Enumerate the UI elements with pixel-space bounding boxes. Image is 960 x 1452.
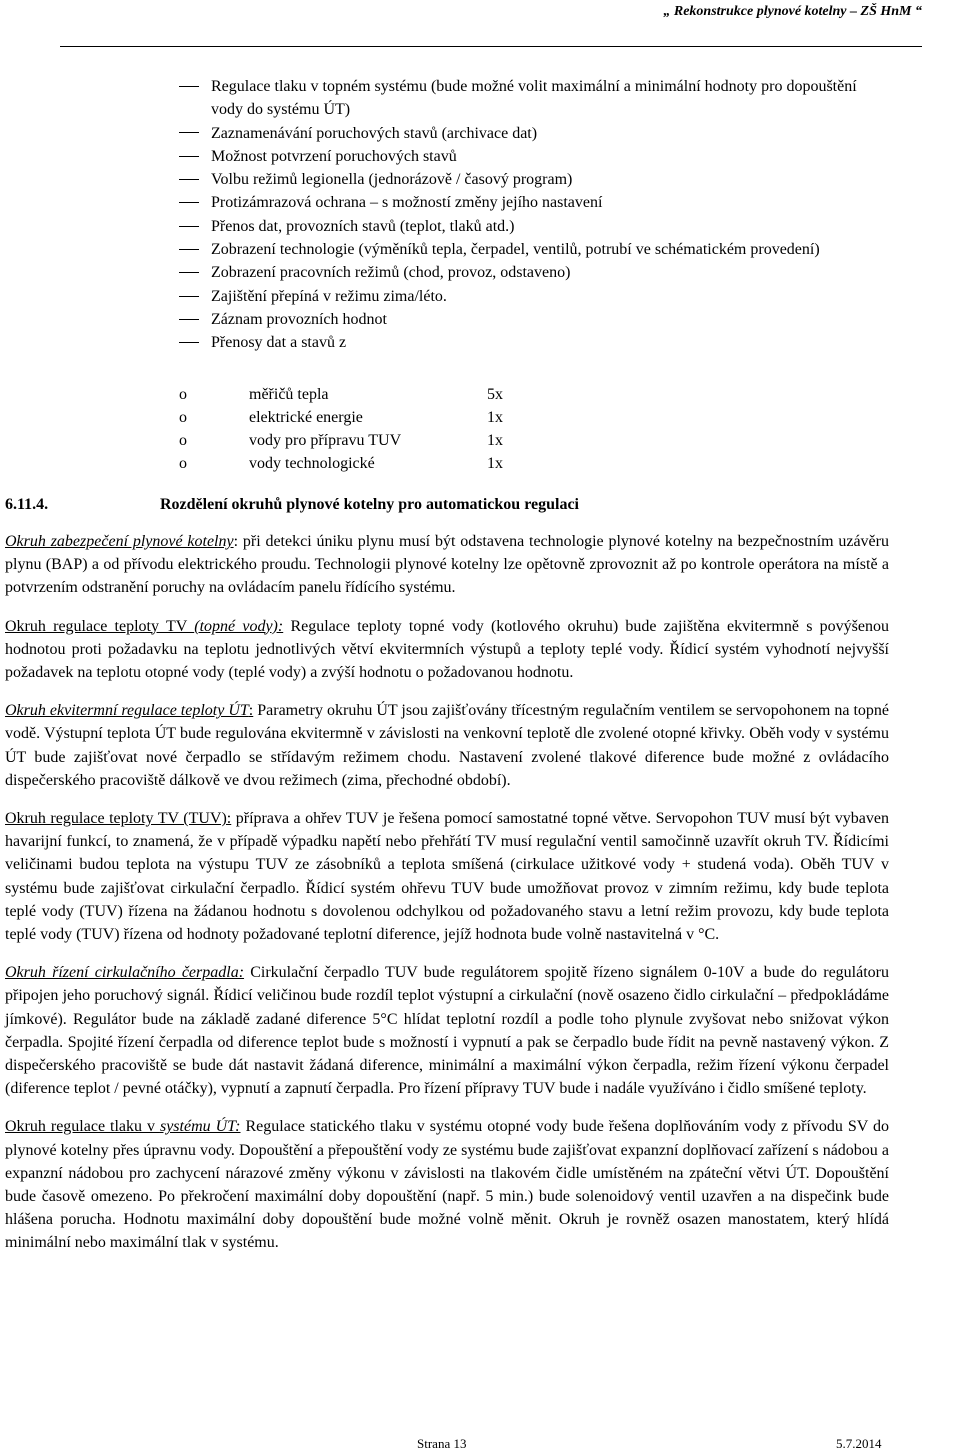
dash-item: Zaznamenávání poruchových stavů (archivace dat): [179, 122, 889, 145]
dash-item: Záznam provozních hodnot: [179, 308, 889, 331]
circuit-paragraphs: [5, 530, 889, 1270]
dash-bullet-icon: [179, 191, 199, 214]
meter-sub-list: [179, 383, 599, 475]
dash-item: Zajištění přepíná v režimu zima/léto.: [179, 285, 889, 308]
page-header-title: „ Rekonstrukce plynové kotelny – ZŠ HnM “: [663, 4, 922, 19]
sub-item-count: 5x: [487, 386, 503, 403]
circle-bullet-icon: o: [179, 409, 187, 426]
dash-item: Zobrazení technologie (výměníků tepla, čerpadel, ventilů, potrubí ve schématickém provedení): [179, 238, 889, 261]
paragraph-lead: Okruh regulace teploty TV (TUV):: [5, 810, 232, 828]
dash-item: Přenosy dat a stavů z: [179, 331, 889, 354]
sub-list-item: [179, 406, 599, 429]
paragraph: [5, 961, 889, 1100]
dash-bullet-icon: [179, 285, 199, 308]
paragraph: Okruh ekvitermní regulace teploty ÚT: Parametry okruhu ÚT jsou zajišťovány třícestným regulačním ventilem se servopohonem na topné vodě. Výstupní teplota ÚT bude regulována ekvitermně v závislosti na venkovní teplotě dle zvolené otopné křivky. Oběh vody v systému ÚT bude zajišťovat nové čerpadlo se střídavým režimem chodu. Nastavení zvolené tlakové diference bude možné z ovládacího dispečerského pracoviště dálkově ve dvou režimech (zima, přechodné období).: [5, 702, 890, 789]
section-number: 6.11.4.: [5, 496, 49, 513]
paragraph: [5, 530, 889, 600]
paragraph: Okruh regulace tlaku v systému ÚT: Regulace statického tlaku v systému otopné vody bude řešena doplňováním vody z přívodu SV do plynové kotelny přes úpravnu vody. Dopouštění a přepouštění vody ze systému bude zajišťovat expanzní doplňovací zařízení s nádobou a expanzní nádobou pro zachycení nárazové změny výkonu v závislosti na tlakovém čidle umístěném na zpáteční větvi ÚT. Dopouštění bude časově omezeno. Po překročení maximální doby dopouštění (např. 5 min.) bude solenoidový ventil uzavřen a na dispečink bude hlášena porucha. Hodnotu maximální doby dopouštění bude možné volně měnit. Okruh je rovněž osazen manostatem, který hlídá minimální nebo maximální tlak v systému.: [5, 1118, 889, 1252]
sub-item-count: 1x: [487, 455, 503, 472]
paragraph-lead: Okruh regulace teploty TV: [5, 617, 195, 635]
footer-page-number: Strana 13: [417, 1436, 467, 1451]
feature-dash-list: [179, 75, 889, 355]
circle-bullet-icon: o: [179, 432, 187, 449]
section-heading: [5, 496, 579, 514]
paragraph-lead: Okruh zabezpečení plynové kotelny: [5, 533, 234, 550]
circle-bullet-icon: o: [179, 455, 187, 472]
header-rule: [60, 46, 922, 47]
dash-bullet-icon: [179, 261, 199, 284]
paragraph-lead: Okruh řízení cirkulačního čerpadla:: [5, 964, 245, 982]
paragraph-body: : při detekci úniku plynu musí být odstavena technologie plynové kotelny na bezpečnostním uzávěru plynu (BAP) a od přívodu elektrického proudu. Technologii plynové kotelny lze opětovně zprovoznit až po kontrole operátora na místě a potvrzením odstranění poruchy na ovládacím panelu řídícího systému.: [5, 533, 889, 597]
sub-item-label: elektrické energie: [249, 409, 363, 426]
paragraph: [5, 807, 889, 946]
circle-bullet-icon: o: [179, 386, 187, 403]
sub-item-count: 1x: [487, 409, 503, 426]
paragraph-body: Parametry okruhu ÚT jsou zajišťovány třícestným regulačním ventilem se servopohonem na topné vodě. Výstupní teplota ÚT bude regulována ekvitermně v závislosti na venkovní teplotě dle zvolené otopné křivky. Oběh vody v systému ÚT bude zajišťovat nové čerpadlo se střídavým režimem chodu. Nastavení zvolené tlakové diference bude možné z ovládacího dispečerského pracoviště dálkově ve dvou režimech (zima, přechodné období).: [5, 702, 890, 789]
sub-list-item: [179, 452, 599, 475]
dash-bullet-icon: [179, 168, 199, 191]
paragraph-lead: Okruh ekvitermní regulace teploty ÚT: [5, 702, 249, 720]
dash-bullet-icon: [179, 238, 199, 261]
dash-item: Možnost potvrzení poruchových stavů: [179, 145, 889, 168]
dash-bullet-icon: [179, 145, 199, 168]
sub-item-label: měřičů tepla: [249, 386, 329, 403]
dash-item: Zobrazení pracovních režimů (chod, provoz, odstaveno): [179, 261, 889, 284]
section-title: Rozdělení okruhů plynové kotelny pro automatickou regulaci: [160, 496, 579, 513]
paragraph: Okruh regulace teploty TV (topné vody): Regulace teploty topné vody (kotlového okruhu) bude zajištěna ekvitermně s povýšenou hodnotou proti požadavku na teplotu jednotlivých větví ekvitermních výstupů a teploty teplé vody. Řídicí systém vyhodnotí nejvyšší požadavek na teplotu otopné vody (teplé vody) a zvýší hodnotu o požadovanou hodnotu.: [5, 617, 890, 682]
dash-bullet-icon: [179, 308, 199, 331]
sub-list-item: [179, 383, 599, 406]
dash-bullet-icon: [179, 331, 199, 354]
dash-bullet-icon: [179, 122, 199, 145]
paragraph-body: Regulace teploty topné vody (kotlového okruhu) bude zajištěna ekvitermně s povýšenou hodnotou proti požadavku na teplotu jednotlivých větví ekvitermních výstupů a teploty teplé vody. Řídicí systém vyhodnotí nejvyšší požadavek na teplotu otopné vody (teplé vody) a zvýší hodnotu o požadovanou hodnotu.: [5, 617, 890, 682]
sub-item-label: vody technologické: [249, 455, 375, 472]
sub-list-item: [179, 429, 599, 452]
paragraph-body: Regulace statického tlaku v systému otopné vody bude řešena doplňováním vody z přívodu SV do plynové kotelny přes úpravnu vody. Dopouštění a přepouštění vody ze systému bude zajišťovat expanzní doplňovací zařízení s nádobou a expanzní nádobou pro zachycení nárazové změny výkonu v závislosti na tlakovém čidle umístěném na zpáteční větvi ÚT. Dopouštění bude časově omezeno. Po překročení maximální doby dopouštění (např. 5 min.) bude solenoidový ventil uzavřen a na dispečink bude hlášena porucha. Hodnotu maximální doby dopouštění bude možné volně měnit. Okruh je rovněž osazen manostatem, který hlídá minimální nebo maximální tlak v systému.: [5, 1118, 889, 1252]
dash-bullet-icon: [179, 75, 199, 98]
footer-date: 5.7.2014: [836, 1436, 882, 1451]
sub-item-count: 1x: [487, 432, 503, 449]
dash-item: Přenos dat, provozních stavů (teplot, tlaků atd.): [179, 215, 889, 238]
dash-bullet-icon: [179, 215, 199, 238]
paragraph-lead: Okruh regulace tlaku v: [5, 1118, 160, 1136]
dash-item: Protizámrazová ochrana – s možností změny jejího nastavení: [179, 191, 889, 214]
dash-item: Volbu režimů legionella (jednorázově / časový program): [179, 168, 889, 191]
dash-item: Regulace tlaku v topném systému (bude možné volit maximální a minimální hodnoty pro dopouštění vody do systému ÚT): [179, 75, 889, 122]
paragraph-body: příprava a ohřev TUV je řešena pomocí samostatné topné větve. Servopohon TUV musí být vybaven havarijní funkcí, to znamená, že v případě výpadku napětí nebo přehřátí TV musí regulační ventil samočinně uzavřít okruh TV. Řídicími veličinami budou teplota na výstupu TUV ze zásobníků a teplota smíšená (cirkulace užitkové vody + studená voda). Oběh TUV v systému bude zajišťovat cirkulační čerpadlo. Řídicí systém ohřevu TUV bude umožňovat provoz v zimním režimu, kdy bude teplota teplé vody (TUV) řízena na žádanou hodnotu s dovolenou odchylkou od požadovaného stavu a letní režim provozu, kdy bude teplota teplé vody (TUV) řízena od hodnoty požadované teplotní diference, jejíž hodnota bude volně nastavitelná v °C.: [5, 810, 890, 944]
sub-item-label: vody pro přípravu TUV: [249, 432, 402, 449]
paragraph-body: Cirkulační čerpadlo TUV bude regulátorem spojitě řízeno signálem 0-10V a bude do regulátoru připojen jeho poruchový signál. Řídicí veličinou bude rozdíl teplot výstupní a cirkulační (nově osazeno čidlo cirkulační – předpokládáme jímkové). Regulátor bude na základě zadané diference 5°C hlídat teplotní rozdíl a podle toho plynule zvyšovat nebo snižovat výkon čerpadla. Spojité řízení čerpadla od diference teplot bude s možností i vypnutí a pak se čerpadlo bude řídit na pevně nastavený výkon. Z dispečerského pracoviště se bude dát nastavit žádaná diference, minimální a maximální výkon čerpadla, režim řízení výkonu čerpadel (diference teplot / pevné otáčky), vypnutí a zapnutí čerpadla. Pro řízení přípravy TUV bude i nadále využíváno i čidlo smíšené teploty.: [5, 964, 889, 1098]
